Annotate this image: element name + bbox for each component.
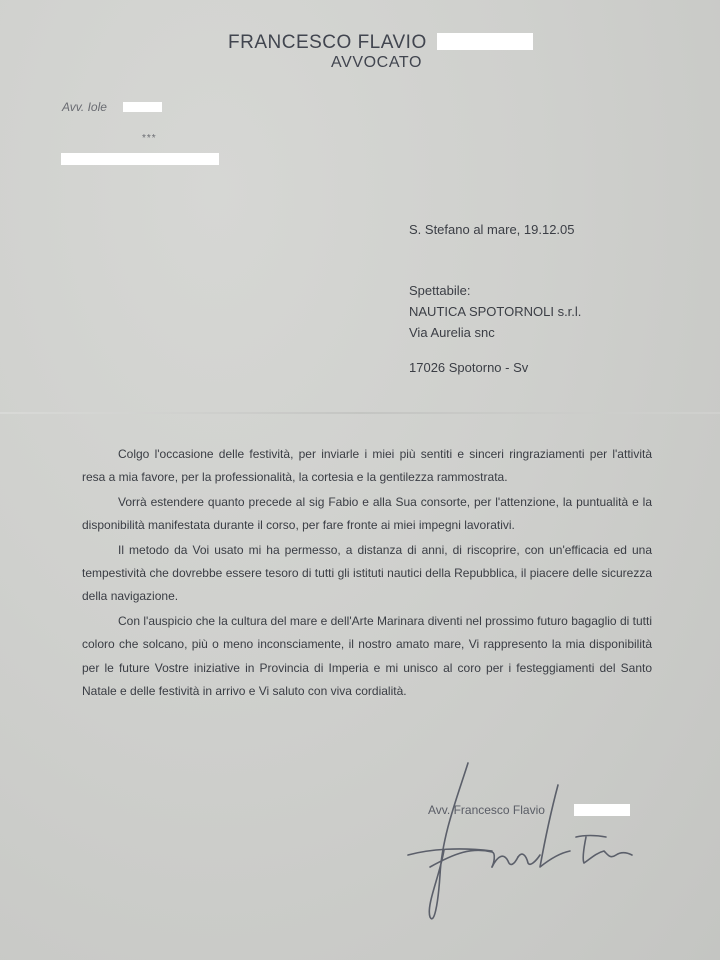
- redaction-box: [61, 153, 219, 165]
- letter-body: [82, 443, 652, 703]
- redaction-box: [123, 102, 162, 112]
- recipient-city: 17026 Spotorno - Sv: [409, 360, 529, 375]
- recipient-salutation: Spettabile:: [409, 283, 471, 298]
- body-paragraph: Vorrà estendere quanto precede al sig Fabio e alla Sua consorte, per l'attenzione, la puntualità e la disponibilità manifestata durante il corso, per fare fronte ai miei impegni lavorativi.: [82, 494, 652, 533]
- place-and-date: S. Stefano al mare, 19.12.05: [409, 222, 575, 237]
- letterhead-title: AVVOCATO: [331, 54, 423, 71]
- recipient-address: [409, 280, 581, 378]
- signature-name: Avv. Francesco Flavio: [428, 803, 545, 817]
- letterhead-name: FRANCESCO FLAVIO: [228, 32, 427, 53]
- body-paragraph: Con l'auspicio che la cultura del mare e dell'Arte Marinara diventi nel prossimo futuro bagaglio di tutti coloro che solcano, più o meno inconsciamente, il nostro amato mare, Vi rappresento la mia disponibilità per le future Vostre iniziative in Provincia di Imperia e mi unisco al coro per i festeggiamenti del Santo Natale e delle festività in arrivo e Vi saluto con viva cordialità.: [82, 613, 652, 699]
- address-spacer: [409, 343, 581, 357]
- paper-fold-line: [0, 412, 720, 414]
- redaction-box: [437, 33, 533, 50]
- sender-separator: ***: [142, 133, 157, 144]
- body-paragraph: Il metodo da Voi usato mi ha permesso, a distanza di anni, di riscoprire, con un'efficacia ed una tempestività che dovrebbe essere tesoro di tutti gli istituti nautici della Repubblica, il piacere delle sicurezza della navigazione.: [82, 542, 652, 604]
- handwritten-signature: [400, 755, 660, 935]
- recipient-street: Via Aurelia snc: [409, 325, 495, 340]
- body-paragraph: Colgo l'occasione delle festività, per inviarle i miei più sentiti e sinceri ringraziamenti per l'attività resa a mia favore, per la professionalità, la cortesia e la gentilezza rammostrata.: [82, 447, 652, 485]
- sender-line: Avv. Iole: [62, 100, 107, 114]
- recipient-company: NAUTICA SPOTORNOLI s.r.l.: [409, 304, 582, 319]
